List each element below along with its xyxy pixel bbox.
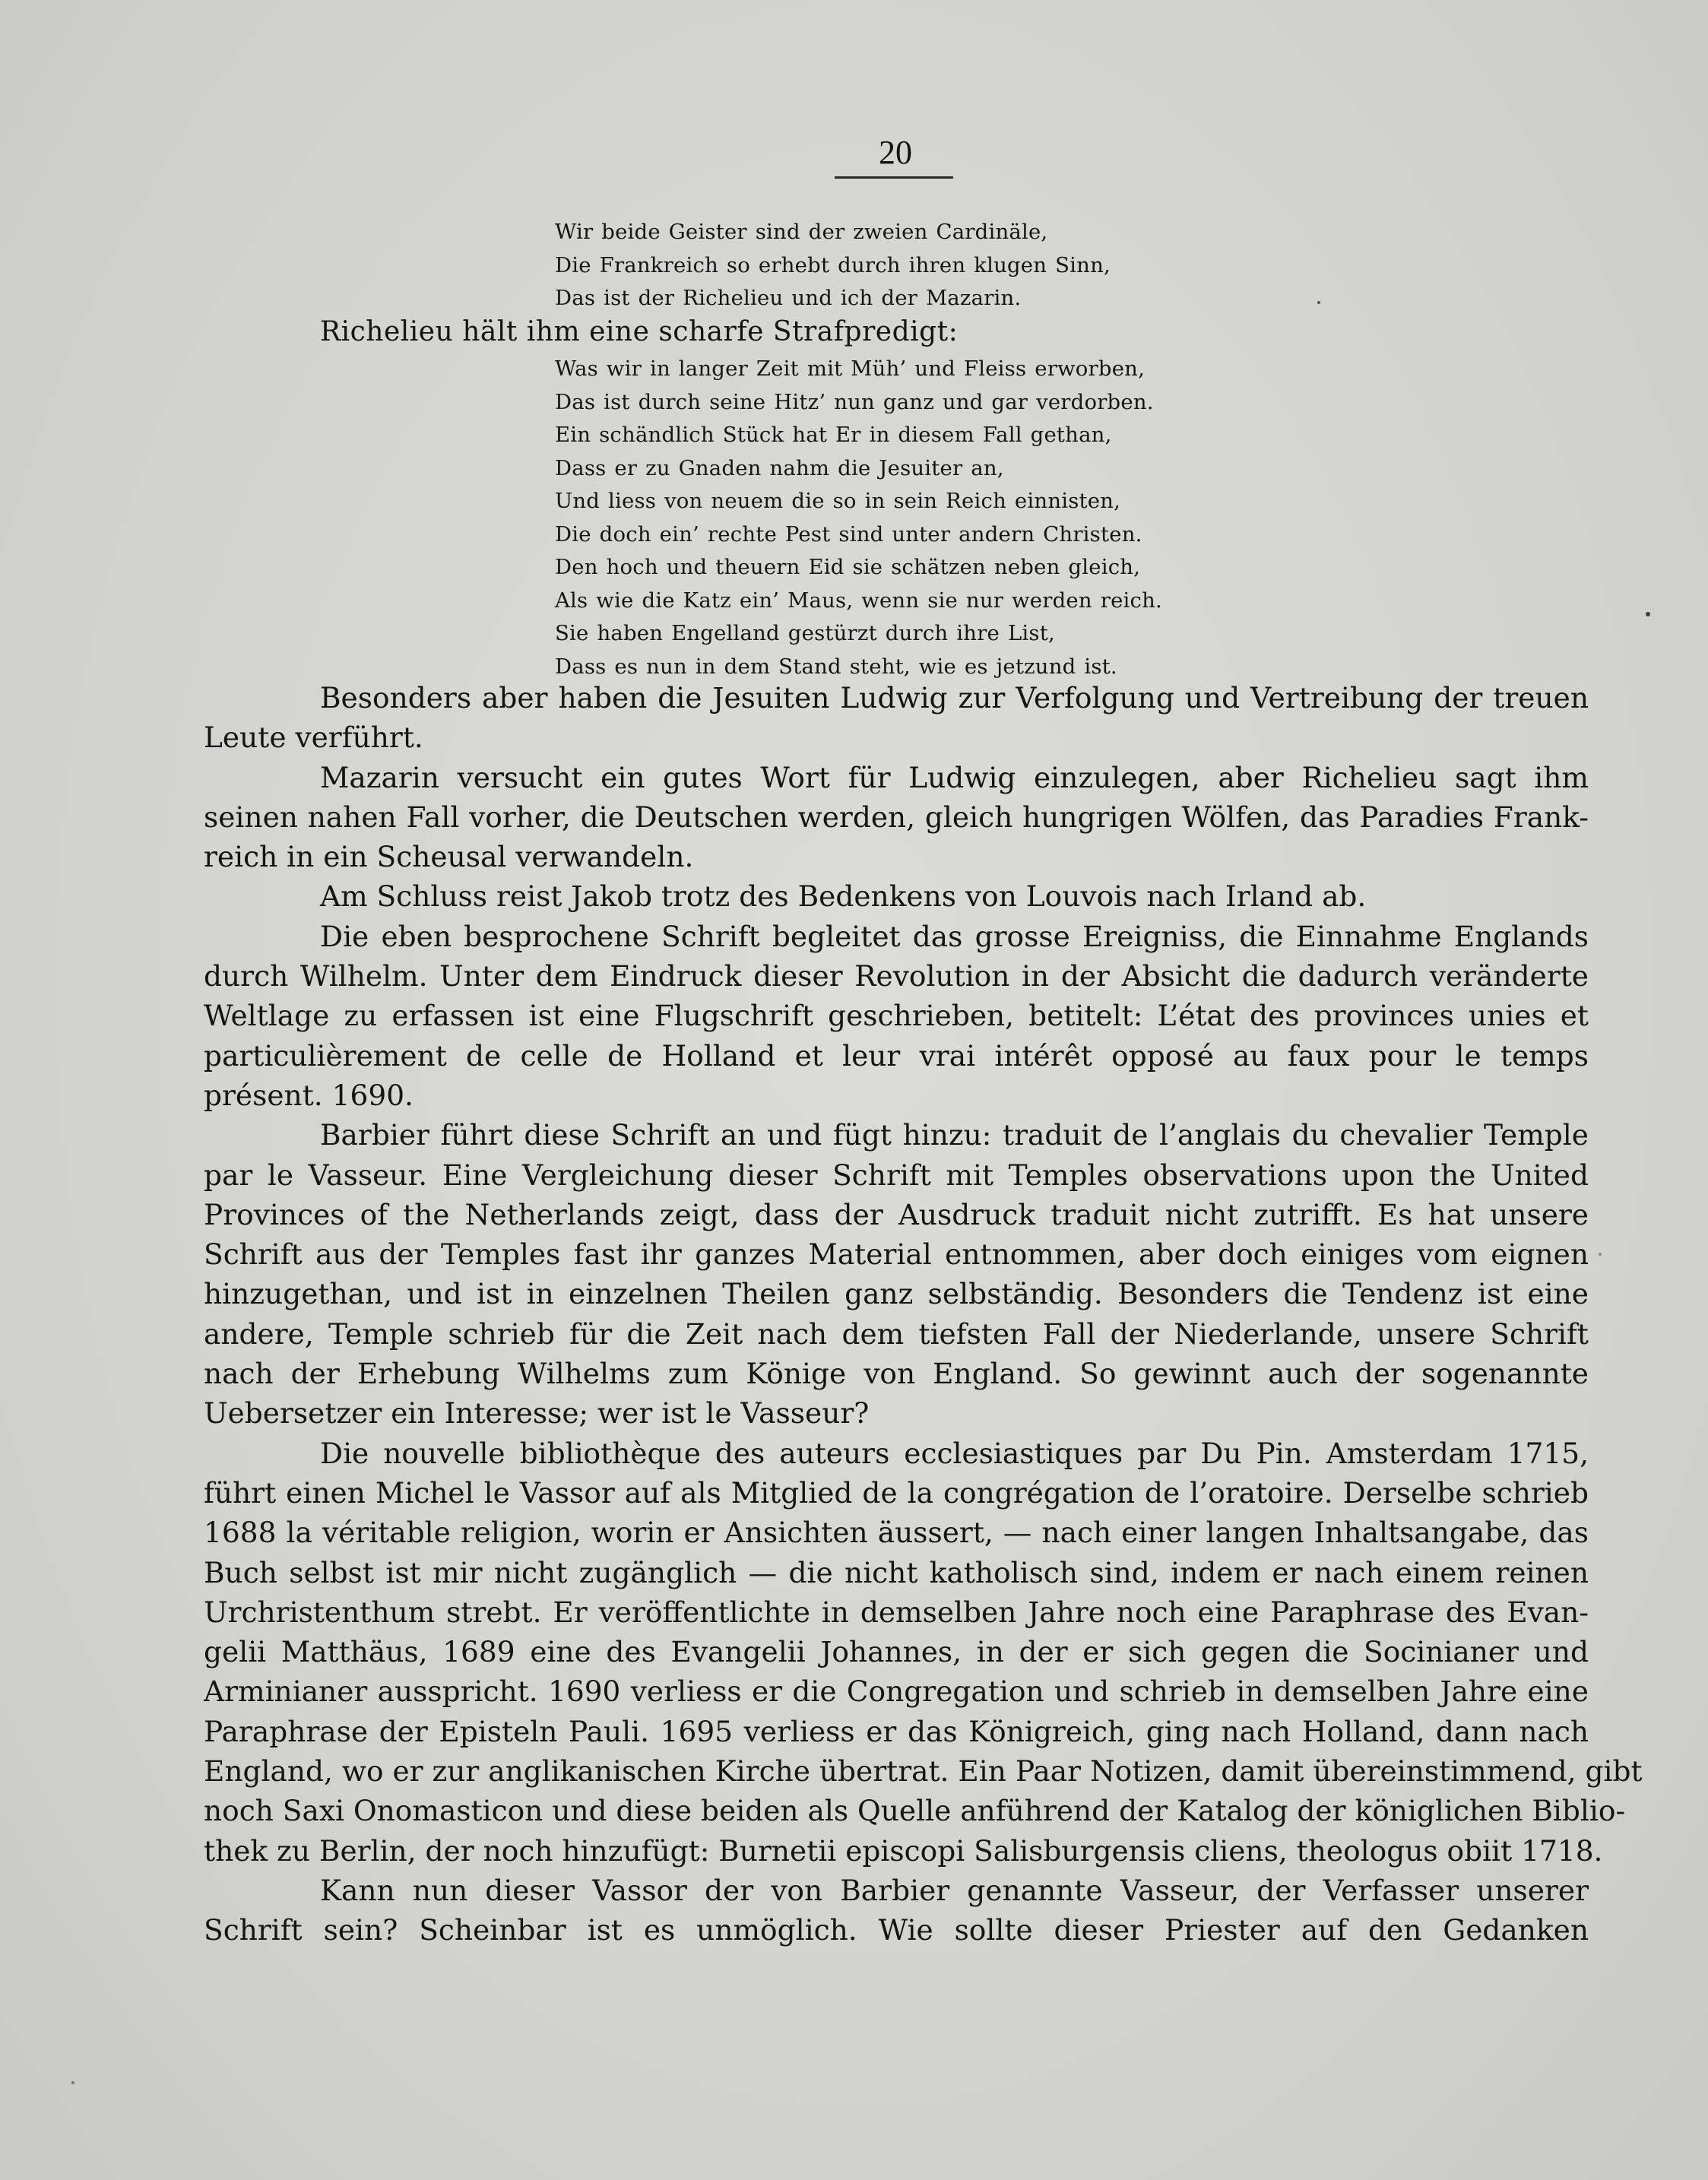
verse-line: Sie haben Engelland gestürzt durch ihre List, [555,621,1055,645]
text-line: nach der Erhebung Wilhelms zum Könige von England. So gewinnt auch der sogenannte [204,1357,1589,1391]
text-line: Die eben besprochene Schrift begleitet das grosse Ereigniss, die Einnahme Englands [320,919,1589,953]
text-line: Provinces of the Netherlands zeigt, dass der Ausdruck traduit nicht zutrifft. Es hat unsere [204,1197,1589,1231]
verse-line: Was wir in langer Zeit mit Müh’ und Fleiss erworben, [555,356,1146,381]
speck [1317,301,1320,304]
text-line: reich in ein Scheusal verwandeln. [204,840,694,874]
text-line: Schrift sein? Scheinbar ist es unmöglich. Wie sollte dieser Priester auf den Gedanken [204,1913,1589,1947]
text-line: présent. 1690. [204,1078,414,1112]
speck [1646,612,1650,616]
text-line: Arminianer ausspricht. 1690 verliess er die Congregation und schrieb in demselben Jahre eine [204,1675,1589,1709]
text-line: Besonders aber haben die Jesuiten Ludwig zur Verfolgung und Vertreibung der treuen [320,681,1589,715]
text-line: Buch selbst ist mir nicht zugänglich — die nicht katholisch sind, indem er nach einem reinen [204,1555,1589,1589]
verse-line: Das ist der Richelieu und ich der Mazarin. [555,286,1022,310]
page-number: 20 [879,134,912,171]
verse-line: Dass es nun in dem Stand steht, wie es jetzund ist. [555,654,1117,679]
verse-line: Dass er zu Gnaden nahm die Jesuiter an, [555,455,1004,480]
page-number-rule [835,176,953,179]
text-line: Kann nun dieser Vassor der von Barbier genannte Vasseur, der Verfasser unserer [320,1873,1589,1907]
verse-block-cardinals [555,216,1315,315]
text-line: seinen nahen Fall vorher, die Deutschen werden, gleich hungrigen Wölfen, das Paradies Frank- [204,800,1589,834]
text-line: England, wo er zur anglikanischen Kirche übertrat. Ein Paar Notizen, damit übereinstimmend, gibt [204,1754,1643,1789]
text-line: 1688 la véritable religion, worin er Ansichten äussert, — nach einer langen Inhaltsangabe, das [204,1516,1589,1550]
text-line: gelii Matthäus, 1689 eine des Evangelii Johannes, in der er sich gegen die Socinianer und [204,1635,1589,1669]
speaker-heading: Richelieu hält ihm eine scharfe Strafpredigt: [320,316,959,347]
verse-line: Das ist durch seine Hitz’ nun ganz und gar verdorben. [555,389,1154,414]
text-line: noch Saxi Onomasticon und diese beiden als Quelle anführend der Katalog der königlichen Biblio- [204,1794,1626,1828]
verse-line: Ein schändlich Stück hat Er in diesem Fall gethan, [555,423,1112,447]
text-line: durch Wilhelm. Unter dem Eindruck dieser Revolution in der Absicht die dadurch veränderte [204,959,1589,993]
verse-line: Als wie die Katz ein’ Maus, wenn sie nur werden reich. [555,588,1162,613]
verse-line: Und liess von neuem die so in sein Reich einnisten, [555,489,1121,513]
verse-block-strafpredigt [555,353,1315,683]
text-line: par le Vasseur. Eine Vergleichung dieser Schrift mit Temples observations upon the United [204,1158,1589,1192]
text-line: Leute verführt. [204,721,423,755]
verse-line: Den hoch und theuern Eid sie schätzen neben gleich, [555,555,1141,579]
text-line: particulièrement de celle de Holland et leur vrai intérêt opposé au faux pour le temps [204,1038,1589,1073]
text-line: Mazarin versucht ein gutes Wort für Ludwig einzulegen, aber Richelieu sagt ihm [320,760,1589,794]
text-line: hinzugethan, und ist in einzelnen Theilen ganz selbständig. Besonders die Tendenz ist eine [204,1277,1589,1311]
text-line: Urchristenthum strebt. Er veröffentlichte in demselben Jahre noch eine Paraphrase des Evan- [204,1595,1589,1629]
verse-line: Wir beide Geister sind der zweien Cardinäle, [555,220,1048,244]
text-line: andere, Temple schrieb für die Zeit nach dem tiefsten Fall der Niederlande, unsere Schrift [204,1317,1589,1351]
speck [71,2081,74,2084]
body-text [204,678,1643,1950]
text-line: führt einen Michel le Vassor auf als Mitglied de la congrégation de l’oratoire. Derselbe schrieb [204,1475,1589,1510]
text-line: Die nouvelle bibliothèque des auteurs ecclesiastiques par Du Pin. Amsterdam 1715, [320,1436,1589,1470]
text-line: thek zu Berlin, der noch hinzufügt: Burnetii episcopi Salisburgensis cliens, theologus obiit 1718. [204,1833,1603,1868]
verse-line: Die Frankreich so erhebt durch ihren klugen Sinn, [555,252,1111,277]
speck [1599,1253,1602,1256]
text-line: Am Schluss reist Jakob trotz des Bedenkens von Louvois nach Irland ab. [320,879,1367,914]
text-line: Uebersetzer ein Interesse; wer ist le Vasseur? [204,1396,870,1431]
verse-line: Die doch ein’ rechte Pest sind unter andern Christen. [555,521,1142,547]
text-line: Paraphrase der Episteln Pauli. 1695 verliess er das Königreich, ging nach Holland, dann nach [204,1714,1589,1748]
text-line: Schrift aus der Temples fast ihr ganzes Material entnommen, aber doch einiges vom eignen [204,1237,1589,1272]
text-line: Weltlage zu erfassen ist eine Flugschrift geschrieben, betitelt: L’état des provinces unies et [204,999,1589,1033]
text-line: Barbier führt diese Schrift an und fügt hinzu: traduit de l’anglais du chevalier Temple [320,1118,1589,1152]
